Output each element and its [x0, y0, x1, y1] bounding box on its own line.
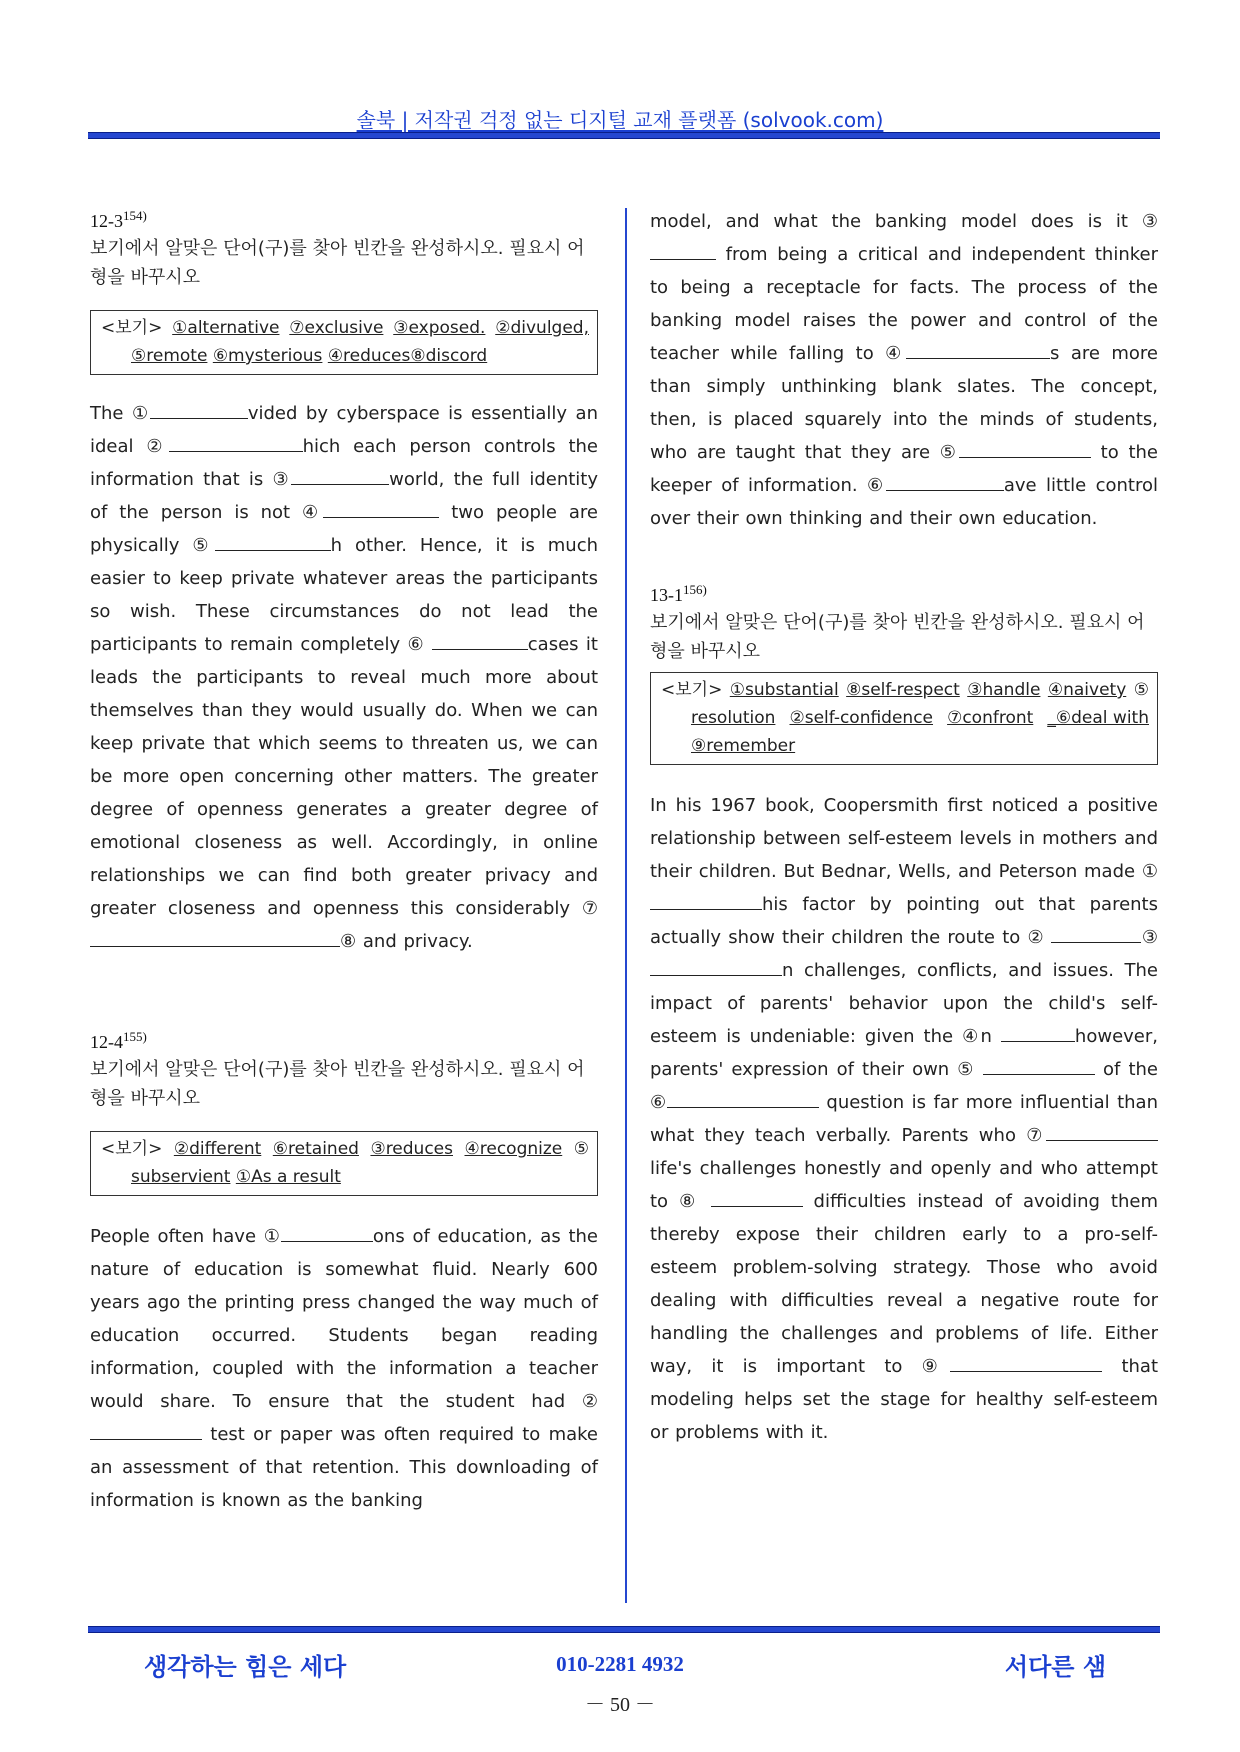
word-bank-item: ④naivety [1047, 680, 1127, 700]
answer-blank[interactable] [432, 629, 528, 650]
passage: The ① vided by cyberspace is essentially an ideal ② hich each person controls the information that is ③ world, the full identity of the person is not ④ two people are physically ⑤ h other. Hence, it is much easier to keep private whatever areas the participants so wish. These circumstances do not lead the participants to remain completely ⑥ cases it leads the participants to reveal much more about themselves than they would usually do. When we can keep private that which seems to threaten us, we can be more open concerning other matters. The greater degree of openness generates a greater degree of emotional closeness as well. Accordingly, in online relationships we can find both greater privacy and greater closeness and openness this considerably ⑦⑧ and privacy. [90, 397, 598, 958]
word-bank-label: <보기> [101, 1139, 163, 1159]
left-column [90, 205, 598, 1517]
word-bank-item: ⑦confront [947, 708, 1034, 728]
word-bank-item: _⑥deal with [1047, 708, 1149, 728]
answer-blank[interactable] [959, 437, 1091, 458]
passage-continued: model, and what the banking model does is it ③ from being a critical and independent thinker to being a receptacle for facts. The process of the banking model raises the power and control of the teacher while falling to ④ s are more than simply unthinking blank slates. The concept, then, is placed squarely into the minds of students, who are taught that they are ⑤ to the keeper of information. ⑥ ave little control over their own thinking and their own education. [650, 211, 1158, 529]
word-bank-item: ①alternative [172, 318, 280, 338]
word-bank-label: <보기> [101, 318, 163, 338]
word-bank-item: ⑥retained [272, 1139, 359, 1159]
answer-blank[interactable] [90, 926, 340, 947]
word-bank-item: ⑧self-respect [846, 680, 960, 700]
answer-blank[interactable] [667, 1087, 819, 1108]
word-bank-item: ⑨remember [691, 736, 796, 756]
word-bank-item: ⑥mysterious [212, 346, 323, 366]
question-12-4 [90, 1026, 598, 1517]
answer-blank[interactable] [323, 497, 439, 518]
answer-blank[interactable] [291, 464, 389, 485]
word-bank-item: ③reduces [370, 1139, 453, 1159]
header-rule [88, 132, 1160, 139]
word-bank-item: ⑤ [573, 1139, 589, 1159]
question-number: 12-4$^{155)}$ [90, 1029, 147, 1052]
passage: People often have ① ons of education, as the nature of education is somewhat fluid. Nearly 600 years ago the printing press changed the way much of education occurred. Students began reading information, coupled with the information a teacher would share. To ensure that the student had ② test or paper was often required to make an assessment of that retention. This downloading of information is known as the banking [90, 1220, 598, 1517]
question-12-3 [90, 205, 598, 958]
question-number: 13-1$^{156)}$ [650, 582, 707, 605]
word-bank-item: ⑦exclusive [289, 318, 384, 338]
column-divider [625, 208, 627, 1603]
word-bank-item: ①As a result [235, 1167, 341, 1187]
footer-rule [88, 1626, 1160, 1633]
footer-slogan: 생각하는 힘은 세다 [144, 1653, 347, 1681]
word-bank-item: ②divulged, [495, 318, 589, 338]
answer-blank[interactable] [906, 338, 1050, 359]
footer-phone: 010-2281 4932 [556, 1652, 684, 1676]
answer-blank[interactable] [281, 1221, 373, 1242]
word-bank-box [650, 672, 1158, 765]
word-bank-item: ⑤ [1133, 680, 1149, 700]
answer-blank[interactable] [215, 530, 331, 551]
page-number: － 50 － [585, 1694, 655, 1716]
footer-teacher: 서다른 샘 [1004, 1653, 1106, 1681]
question-instruction: 보기에서 알맞은 단어(구)를 찾아 빈칸을 완성하시오. 필요시 어형을 바꾸시오 [90, 238, 585, 288]
word-bank-item: subservient [131, 1167, 231, 1187]
question-instruction: 보기에서 알맞은 단어(구)를 찾아 빈칸을 완성하시오. 필요시 어형을 바꾸시오 [650, 612, 1145, 662]
answer-blank[interactable] [150, 398, 248, 419]
answer-blank[interactable] [1046, 1120, 1158, 1141]
answer-blank[interactable] [1051, 922, 1141, 943]
word-bank-box [90, 1131, 598, 1196]
answer-blank[interactable] [886, 470, 1004, 491]
answer-blank[interactable] [169, 431, 303, 452]
answer-blank[interactable] [90, 1419, 202, 1440]
answer-blank[interactable] [950, 1351, 1102, 1372]
word-bank-item: ⑤remote [131, 346, 208, 366]
answer-blank[interactable] [983, 1054, 1095, 1075]
answer-blank[interactable] [711, 1186, 803, 1207]
answer-blank[interactable] [650, 955, 782, 976]
answer-blank[interactable] [650, 239, 716, 260]
word-bank-item: ④recognize [464, 1139, 563, 1159]
word-bank-item: ④reduces⑧discord [327, 346, 488, 366]
question-13-1 [650, 579, 1158, 1449]
header-link[interactable]: 솔북 | 저작권 걱정 없는 디지털 교재 플랫폼 (solvook.com) [356, 108, 884, 132]
word-bank-item: ③handle [967, 680, 1041, 700]
word-bank-item: ③exposed. [393, 318, 486, 338]
word-bank-item: ①substantial [729, 680, 839, 700]
word-bank-item: ②self-confidence [789, 708, 934, 728]
question-number: 12-3$^{154)}$ [90, 208, 147, 231]
answer-blank[interactable] [650, 889, 762, 910]
right-column [650, 205, 1158, 1449]
answer-blank[interactable] [1001, 1021, 1075, 1042]
word-bank-item: resolution [691, 708, 776, 728]
page-header [0, 104, 1240, 133]
word-bank-box [90, 310, 598, 375]
passage: In his 1967 book, Coopersmith first noticed a positive relationship between self-esteem levels in mothers and their children. But Bednar, Wells, and Peterson made ①his factor by pointing out that parents actually show their children the route to ② ③n challenges, conflicts, and issues. The impact of parents' behavior upon the child's self-esteem is undeniable: given the ④n however, parents' expression of their own ⑤ of the ⑥ question is far more influential than what they teach verbally. Parents who ⑦ life's challenges honestly and openly and who attempt to ⑧ difficulties instead of avoiding them thereby expose their children early to a pro-self-esteem problem-solving strategy. Those who avoid dealing with difficulties reveal a negative route for handling the challenges and problems of life. Either way, it is important to ⑨ that modeling helps set the stage for healthy self-esteem or problems with it. [650, 795, 1158, 1443]
word-bank-item: ②different [173, 1139, 262, 1159]
word-bank-label: <보기> [661, 680, 723, 700]
question-instruction: 보기에서 알맞은 단어(구)를 찾아 빈칸을 완성하시오. 필요시 어형을 바꾸시오 [90, 1059, 585, 1109]
